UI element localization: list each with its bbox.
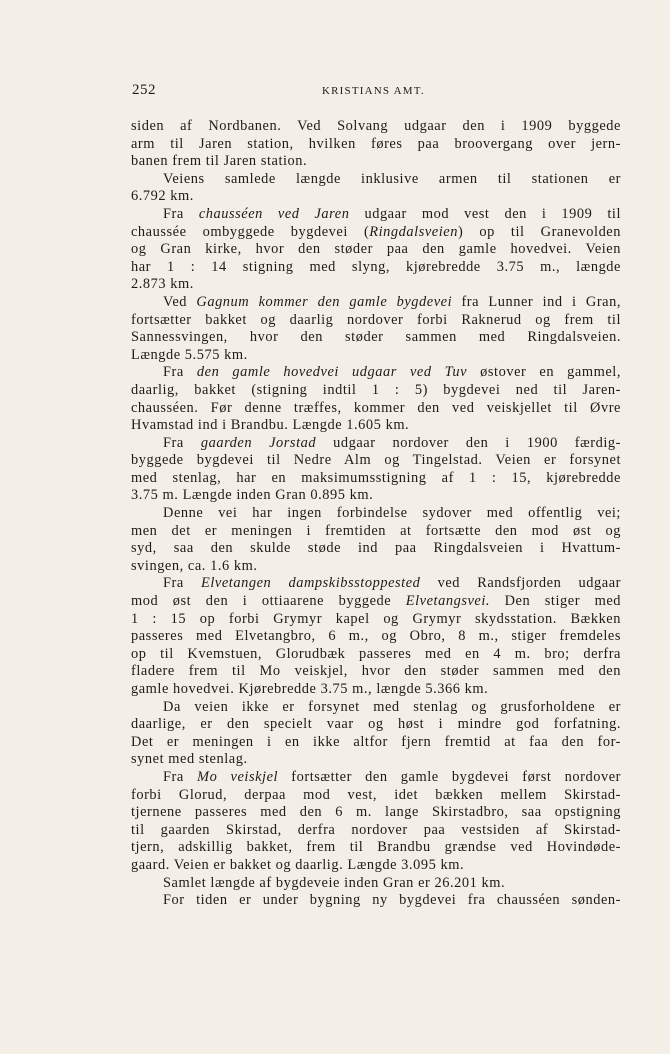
text-line: arm til Jaren station, hvilken føres paa broovergang over jern- xyxy=(131,135,621,152)
text-run: ved Randsfjorden udgaar xyxy=(420,575,621,592)
text-line: gaard. Veien er bakket og daarlig. Længde 3.095 km. xyxy=(131,856,465,873)
text-run: udgaar nordover den i 1900 færdig- xyxy=(316,434,621,451)
running-head: KRISTIANS AMT. xyxy=(322,85,425,97)
text-run: Fra xyxy=(163,364,197,381)
page-header xyxy=(132,82,620,102)
text-line: tjernene passeres med den 6 m. lange Skirstadbro, saa opstigning xyxy=(131,804,621,821)
body-text xyxy=(131,118,621,910)
italic-text: Ringdalsveien xyxy=(369,223,458,240)
text-line: Veiens samlede længde inklusive armen til stationen er xyxy=(163,170,621,187)
text-line: til gaarden Skirstad, derfra nordover paa vestsiden af Skirstad- xyxy=(131,821,621,838)
text-run: Fra xyxy=(163,434,201,451)
text-line xyxy=(131,575,621,593)
text-line: byggede bygdevei til Nedre Alm og Tingelstad. Veien er forsynet xyxy=(131,452,621,469)
text-line: Da veien ikke er forsynet med stenlag og grusforholdene er xyxy=(163,698,621,715)
text-line: daarlige, er den specielt vaar og høst i mindre god forfatning. xyxy=(131,716,621,733)
text-line xyxy=(131,364,621,382)
text-run: Fra xyxy=(163,768,198,785)
italic-text: den gamle hovedvei udgaar ved Tuv xyxy=(196,364,468,381)
italic-text: chausséen ved Jaren xyxy=(198,205,350,222)
italic-text: Elvetangen dampskibsstoppested xyxy=(201,575,421,592)
italic-text: gaarden Jorstad xyxy=(200,434,317,451)
text-line: Hvamstad ind i Brandbu. Længde 1.605 km. xyxy=(131,417,410,434)
text-line: 6.792 km. xyxy=(131,188,194,205)
text-run: Fra xyxy=(163,575,202,592)
text-line: 1 : 15 op forbi Grymyr kapel og Grymyr skydsstation. Bækken xyxy=(131,610,621,627)
text-line: daarlig, bakket (stigning indtil 1 : 5) bygdevei ned til Jaren- xyxy=(131,381,621,398)
text-line: tjern, adskillig bakket, frem til Brandbu grændse ved Hovindøde- xyxy=(131,839,621,856)
text-run: fortsætter den gamle bygdevei først nordover xyxy=(278,768,621,785)
page-number: 252 xyxy=(132,82,156,98)
text-line xyxy=(131,593,621,611)
text-line xyxy=(131,206,621,224)
text-line: 2.873 km. xyxy=(131,276,194,293)
text-line: men det er meningen i fremtiden at fortsætte den mod øst og xyxy=(131,522,621,539)
text-line: Længde 5.575 km. xyxy=(131,346,248,363)
text-run: udgaar mod vest den i 1909 til xyxy=(349,205,621,222)
text-run: ) op til Granevolden xyxy=(457,223,621,240)
text-run: Ved xyxy=(163,293,197,310)
text-line: chausséen. Før denne træffes, kommer den ved veiskjellet til Øvre xyxy=(131,399,621,416)
text-line: og Gran kirke, hvor den støder paa den gamle hovedvei. Veien xyxy=(131,241,621,258)
text-run: Den stiger med xyxy=(490,593,621,610)
text-line: siden af Nordbanen. Ved Solvang udgaar den i 1909 byggede xyxy=(131,118,621,134)
text-line: banen frem til Jaren station. xyxy=(131,153,308,170)
text-line: Denne vei har ingen forbindelse sydover med offentlig vei; xyxy=(163,505,621,522)
text-line: forbi Glorud, derpaa mod vest, idet bækken mellem Skirstad- xyxy=(131,786,621,803)
text-run: Fra xyxy=(163,205,199,222)
text-line xyxy=(131,224,621,242)
text-run: chaussée ombyggede bygdevei ( xyxy=(131,223,370,240)
text-line: op til Kvemstuen, Glorudbæk passeres med en 4 m. bro; derfra xyxy=(131,645,621,662)
text-line: 3.75 m. Længde inden Gran 0.895 km. xyxy=(131,487,374,504)
italic-text: Mo veiskjel xyxy=(197,768,279,785)
text-line: Det er meningen i en ikke altfor fjern fremtid at faa den for- xyxy=(131,733,621,750)
text-line: passeres med Elvetangbro, 6 m., og Obro, 8 m., stiger fremdeles xyxy=(131,628,621,645)
text-line: syd, saa den skulde støde ind paa Ringdalsveien i Hvattum- xyxy=(131,540,621,557)
italic-text: Gagnum kommer den gamle bygdevei xyxy=(196,293,453,310)
text-line xyxy=(131,294,621,312)
text-line: Sannessvingen, hvor den støder sammen med Ringdalsveien. xyxy=(131,329,621,346)
text-line: fladere frem til Mo veiskjel, hvor den støder sammen med den xyxy=(131,663,621,680)
text-run: østover en gammel, xyxy=(467,364,621,381)
text-line: synet med stenlag. xyxy=(131,751,248,768)
text-run: fra Lunner ind i Gran, xyxy=(452,293,621,310)
text-line: med stenlag, har en maksimumsstigning af 1 : 15, kjørebredde xyxy=(131,469,621,486)
text-line: Samlet længde af bygdeveie inden Gran er 26.201 km. xyxy=(163,874,506,891)
text-run: mod øst den i ottiaarene byggede xyxy=(131,593,406,610)
text-line: svingen, ca. 1.6 km. xyxy=(131,557,258,574)
text-line: fortsætter bakket og daarlig nordover forbi Raknerud og frem til xyxy=(131,311,621,328)
text-line xyxy=(131,769,621,787)
text-line: gamle hovedvei. Kjørebredde 3.75 m., længde 5.366 km. xyxy=(131,681,489,697)
text-line: For tiden er under bygning ny bygdevei fra chausséen sønden- xyxy=(163,892,621,909)
text-line: har 1 : 14 stigning med slyng, kjørebredde 3.75 m., længde xyxy=(131,258,621,275)
text-line xyxy=(131,435,621,453)
italic-text: Elvetangsvei. xyxy=(405,593,491,610)
